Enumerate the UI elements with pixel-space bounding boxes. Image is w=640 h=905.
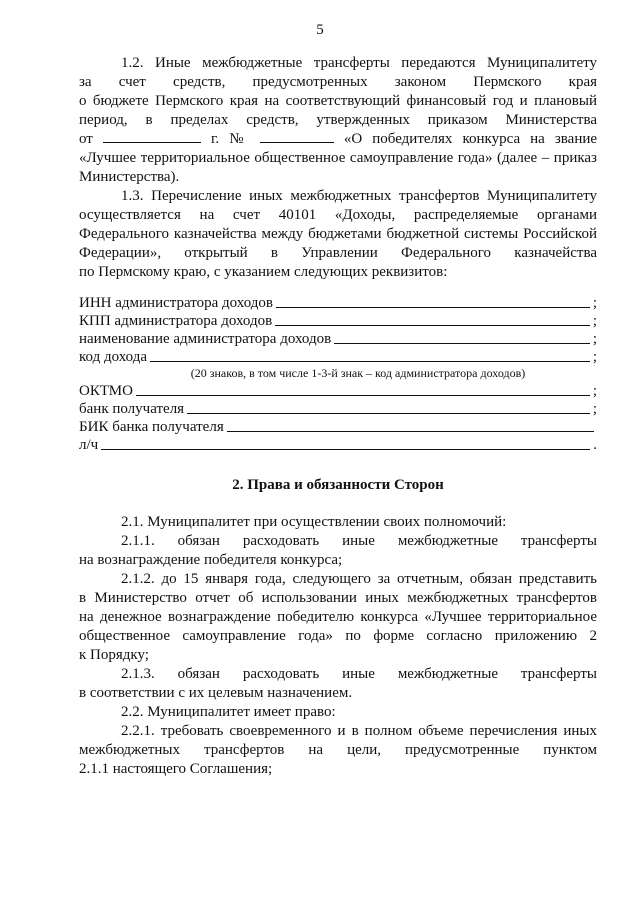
field-admin-name: наименование администратора доходов ; bbox=[79, 331, 597, 347]
admin-name-blank bbox=[334, 343, 590, 344]
p2-1-2-line4: общественное самоуправление года» по форме согласно приложению 2 bbox=[79, 628, 597, 644]
field-inn: ИНН администратора доходов ; bbox=[79, 295, 597, 311]
p2-2-1-line3: 2.1.1 настоящего Соглашения; bbox=[79, 761, 273, 777]
income-code-blank bbox=[150, 361, 590, 362]
bank-blank bbox=[187, 413, 590, 414]
p1-2-line5 bbox=[79, 130, 597, 149]
bik-blank bbox=[227, 431, 594, 432]
p2-1-2-line2: в Министерство отчет об использовании иных межбюджетных трансфертов bbox=[79, 590, 597, 606]
ot-label: от bbox=[79, 131, 93, 147]
inn-blank bbox=[276, 307, 590, 308]
p1-2-line1: 1.2. Иные межбюджетные трансферты передаются Муниципалитету bbox=[121, 55, 597, 71]
p1-2-line4: период, в пределах средств, утвержденных приказом Министерства bbox=[79, 112, 597, 128]
section-2-title: 2. Права и обязанности Сторон bbox=[232, 477, 444, 493]
p1-2-line6: «Лучшее территориальное общественное самоуправление года» (далее – приказ bbox=[79, 150, 597, 166]
number-blank bbox=[260, 130, 334, 143]
p1-2-line2: за счет средств, предусмотренных законом Пермского края bbox=[79, 74, 597, 90]
account-blank bbox=[101, 449, 590, 450]
field-kpp: КПП администратора доходов ; bbox=[79, 313, 597, 329]
p2-1-2-line1: 2.1.2. до 15 января года, следующего за отчетным, обязан представить bbox=[121, 571, 597, 587]
p1-3-line3: Федерального казначейства между бюджетами бюджетной системы Российской bbox=[79, 226, 597, 242]
p2-1-1-line2: на вознаграждение победителя конкурса; bbox=[79, 552, 343, 568]
p2-1-3-line1: 2.1.3. обязан расходовать иные межбюджетные трансферты bbox=[121, 666, 597, 682]
field-account: л/ч . bbox=[79, 437, 597, 453]
p2-2-1-line1: 2.2.1. требовать своевременного и в полном объеме перечисления иных bbox=[121, 723, 597, 739]
p2-1-3-line2: в соответствии с их целевым назначением. bbox=[79, 685, 353, 701]
p2-1: 2.1. Муниципалитет при осуществлении своих полномочий: bbox=[121, 514, 507, 530]
p2-1-2-line3: на денежное вознаграждение победителю конкурса «Лучшее территориальное bbox=[79, 609, 597, 625]
page-number: 5 bbox=[316, 22, 324, 38]
order-title-start: «О победителях конкурса на звание bbox=[343, 131, 598, 147]
field-bank: банк получателя ; bbox=[79, 401, 597, 417]
p2-2: 2.2. Муниципалитет имеет право: bbox=[121, 704, 336, 720]
field-income-code: код дохода ; bbox=[79, 349, 597, 365]
p1-3-line4: Федерации», открытый в Управлении Федерального казначейства bbox=[79, 245, 597, 261]
kpp-blank bbox=[275, 325, 590, 326]
p1-3-line1: 1.3. Перечисление иных межбюджетных трансфертов Муниципалитету bbox=[121, 188, 597, 204]
field-oktmo: ОКТМО ; bbox=[79, 383, 597, 399]
p2-1-1-line1: 2.1.1. обязан расходовать иные межбюджетные трансферты bbox=[121, 533, 597, 549]
document-body bbox=[79, 54, 597, 779]
p2-2-1-line2: межбюджетных трансфертов на цели, предусмотренные пунктом bbox=[79, 742, 597, 758]
g-no-label: г. № bbox=[210, 131, 250, 147]
oktmo-blank bbox=[136, 395, 590, 396]
p1-2-line3: о бюджете Пермского края на соответствующий финансовый год и плановый bbox=[79, 93, 597, 109]
p1-3-line5: по Пермскому краю, с указанием следующих реквизитов: bbox=[79, 264, 448, 280]
p1-2-line7: Министерства). bbox=[79, 169, 180, 185]
date-blank bbox=[103, 130, 201, 143]
p2-1-2-line5: к Порядку; bbox=[79, 647, 149, 663]
income-code-note: (20 знаков, в том числе 1-3-й знак – код администратора доходов) bbox=[190, 366, 526, 380]
p1-3-line2: осуществляется на счет 40101 «Доходы, распределяемые органами bbox=[79, 207, 597, 223]
field-bik: БИК банка получателя bbox=[79, 418, 597, 436]
